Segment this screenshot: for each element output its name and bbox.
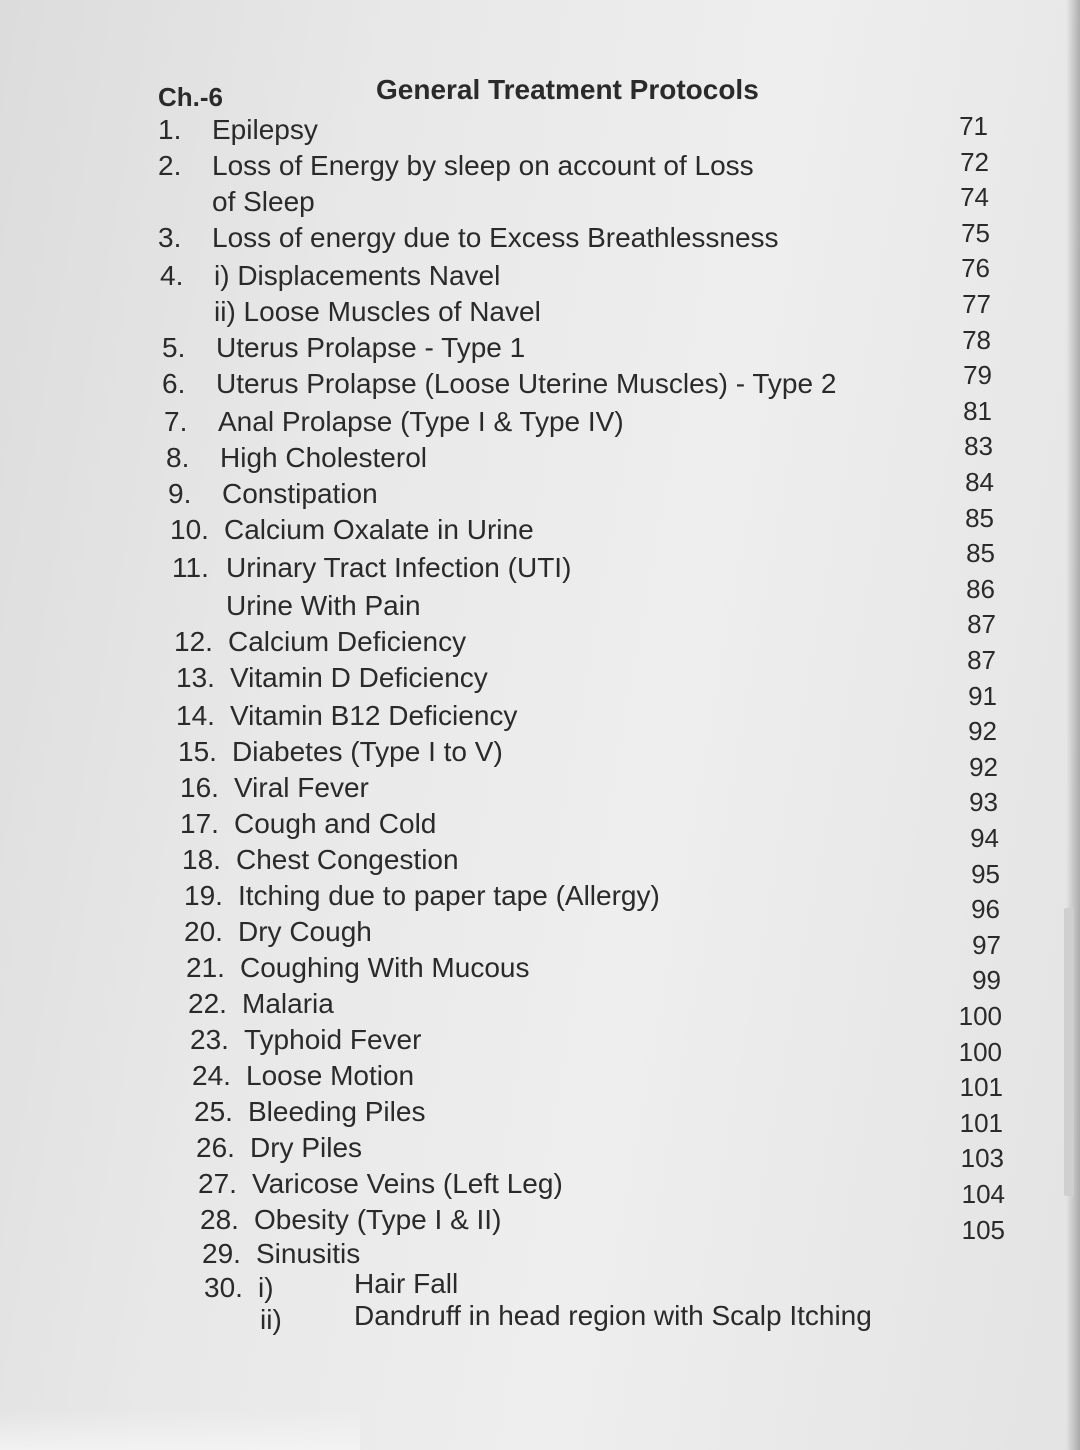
entry-number: 27. [198,1168,237,1199]
page-number: 71 [959,111,988,141]
entry-title: Loose Motion [246,1060,415,1091]
entry-number: 28. [200,1204,239,1235]
toc-entry [184,878,904,914]
page-number: 79 [963,360,992,391]
entry-title: Dry Cough [238,916,372,947]
page-number: 99 [972,965,1001,996]
page-number: 87 [967,609,996,640]
entry-title: Obesity (Type I & II) [254,1204,502,1235]
entry-title: Uterus Prolapse - Type 1 [216,332,526,363]
entry-number: 20. [184,916,223,947]
entry-number: 5. [162,332,186,363]
entry-title: Urinary Tract Infection (UTI) [226,552,572,583]
toc-entry [192,1058,912,1094]
toc-entry [172,588,892,624]
page-number: 76 [961,253,990,284]
entry-title: Varicose Veins (Left Leg) [252,1168,563,1199]
entry-number: 19. [184,880,223,911]
entry-title: Diabetes (Type I to V) [232,736,503,767]
toc-entry [176,698,896,734]
entry-number: 1. [158,114,182,145]
page-number: 104 [961,1179,1005,1209]
entry-title: Sinusitis [256,1238,361,1269]
entry-number: 16. [180,772,219,803]
toc-entry [196,1130,916,1166]
toc-entry [180,770,900,806]
page-number: 85 [965,502,994,533]
toc-entry [190,1022,910,1058]
page-number: 91 [968,680,997,711]
chapter-header [158,72,1018,112]
page-number: 100 [958,1036,1002,1067]
toc-entry [186,950,906,986]
page-number: 78 [962,324,991,355]
margin-mark [1064,908,1074,1196]
page-number: 92 [969,751,998,782]
entry-number: 12. [174,626,213,657]
entry-title: ii) Loose Muscles of Navel [214,296,541,327]
page-number: 93 [969,787,998,818]
toc-entry [194,1094,914,1130]
page-number: 95 [971,858,1000,889]
page-number: 100 [958,1001,1002,1031]
entry-number: 10. [170,514,209,545]
entry-title: High Cholesterol [220,442,427,473]
entry-title: Coughing With Mucous [240,952,530,983]
entry-number: 8. [166,442,190,473]
entry-number: 29. [202,1238,241,1269]
entry-title: Bleeding Piles [248,1096,426,1127]
entry-number: 7. [164,406,188,437]
entry-number: 15. [178,736,217,767]
toc-entry [170,512,890,548]
entry-number: 30. [204,1272,243,1303]
page-number: 81 [963,395,992,426]
entry-number: 18. [182,844,221,875]
entry-title: Chest Congestion [236,844,459,875]
entry-30-ii-text: Dandruff in head region with Scalp Itching [354,1300,872,1331]
page-number: 77 [962,289,991,319]
page-number: 72 [960,146,989,177]
entry-title: Loss of energy due to Excess Breathlessness [212,222,779,253]
toc-entry [178,734,898,770]
toc-entry [184,914,904,950]
page-number: 85 [966,538,995,569]
entry-title: Uterus Prolapse (Loose Uterine Muscles) - Type 2 [216,368,837,399]
page-number: 96 [971,894,1000,925]
toc-entry [160,258,880,294]
entry-title: Urine With Pain [226,590,421,621]
entry-number: 2. [158,150,182,181]
entry-title: Anal Prolapse (Type I & Type IV) [218,406,624,437]
entry-number: 22. [188,988,227,1019]
entry-title: Cough and Cold [234,808,437,839]
page-number: 86 [966,573,995,604]
entry-number: 9. [168,478,192,509]
bottom-glare [0,1410,360,1450]
entry-title: Itching due to paper tape (Allergy) [238,880,660,911]
toc-entry [162,366,882,402]
entry-number: 14. [176,700,215,731]
toc-entry [158,112,878,148]
page-number: 103 [960,1143,1004,1174]
page-number: 84 [965,467,994,497]
toc-entry [198,1166,918,1202]
entry-number: 3. [158,222,182,253]
toc-entry [158,184,878,220]
entry-number: 26. [196,1132,235,1163]
entry-number: 17. [180,808,219,839]
toc-entry [188,986,908,1022]
entry-title: Constipation [222,478,378,509]
entry-title: Typhoid Fever [244,1024,422,1055]
entry-title: Calcium Oxalate in Urine [224,514,534,545]
entry-number: 21. [186,952,225,983]
toc-entry [164,404,884,440]
entry-title: Vitamin D Deficiency [230,662,488,693]
entry-title: Dry Piles [250,1132,363,1163]
page-number: 94 [970,823,999,853]
entry-title: Vitamin B12 Deficiency [230,700,518,731]
page-number: 87 [967,645,996,675]
page-number: 101 [959,1072,1003,1103]
page-edge-shadow [1066,0,1080,1450]
toc-entry [158,220,878,256]
entry-number: 24. [192,1060,231,1091]
page-number: 101 [959,1107,1003,1138]
entry-number: 25. [194,1096,233,1127]
entry-title: Epilepsy [212,114,318,145]
toc-entry [176,660,896,696]
entry-30-i-text: Hair Fall [354,1268,459,1299]
toc-entry [174,624,894,660]
page-number: 75 [961,217,990,248]
toc-entry [168,476,888,512]
entry-number: 13. [176,662,215,693]
entry-title: Loss of Energy by sleep on account of Loss [212,150,754,181]
entry-title: Viral Fever [234,772,369,803]
entry-number: 6. [162,368,186,399]
page-number: 92 [968,716,997,747]
toc-entry [166,440,886,476]
chapter-number: Ch.-6 [158,82,223,112]
toc-entry [160,294,880,330]
toc-entry [162,330,882,366]
chapter-title: General Treatment Protocols [376,74,759,105]
toc-entry [200,1202,920,1238]
page-number: 74 [960,182,989,213]
toc-entry [180,806,900,842]
toc-entry [158,148,878,184]
entry-number: 4. [160,260,184,291]
page-number: 97 [972,929,1001,960]
entry-title: ii) [260,1304,282,1335]
entry-title: Calcium Deficiency [228,626,467,657]
entry-number: 23. [190,1024,229,1055]
entry-title: i) Displacements Navel [214,260,501,291]
entry-title: of Sleep [212,186,315,217]
toc-entry [182,842,902,878]
page-number: 105 [961,1214,1005,1245]
entry-title: Malaria [242,988,334,1019]
entry-number: 11. [172,552,209,583]
toc-entry [172,550,892,586]
entry-title: i) [258,1272,274,1303]
page-number: 83 [964,431,993,462]
